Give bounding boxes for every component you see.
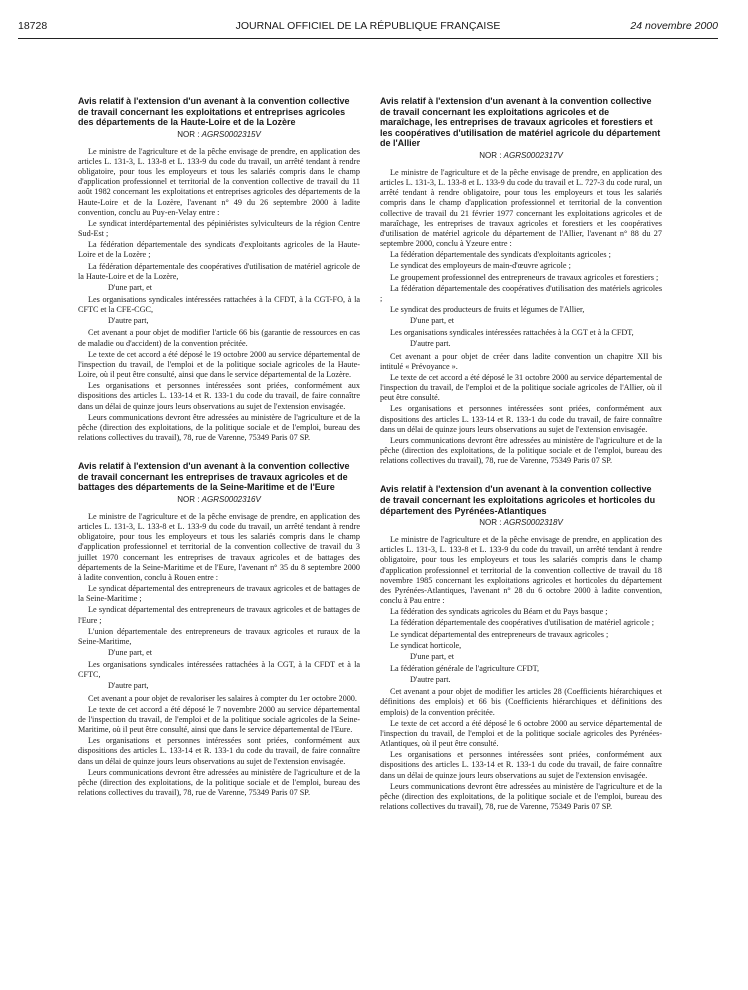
nor-reference [78, 495, 360, 504]
nor-code: AGRS0002318V [503, 518, 563, 528]
paragraph: Leurs communications devront être adressées au ministère de l'agriculture et de la pêche (direction des exploitations, de la politique sociale et de l'emploi, bureau des relations collectives du travail), 78, rue de Varenne, 75349 Paris 07 SP. [380, 781, 662, 812]
paragraph: Les organisations et personnes intéressées sont priées, conformément aux dispositions des articles L. 133-14 et R. 133-1 du code du travail, de faire connaître dans un délai de quinze jours leurs observations au sujet de l'extension envisagée. [380, 404, 662, 434]
paragraph: Le syndicat départemental des entrepreneurs de travaux agricoles ; [390, 629, 609, 639]
paragraph: Cet avenant a pour objet de créer dans ladite convention un chapitre XII bis intitulé « Prévoyance ». [380, 351, 662, 371]
paragraph: Le groupement professionnel des entrepreneurs de travaux agricoles et forestiers ; [390, 272, 659, 282]
paragraph: Le syndicat des employeurs de main-d'œuvre agricole ; [390, 261, 571, 271]
nor-reference [78, 130, 360, 139]
party-line: D'une part, et [108, 647, 152, 657]
nor-code: AGRS0002315V [201, 129, 261, 139]
notice [380, 484, 662, 812]
nor-reference [380, 518, 662, 527]
nor-label: NOR : [177, 494, 200, 504]
paragraph: Le syndicat des producteurs de fruits et légumes de l'Allier, [390, 305, 585, 314]
party-line: D'une part, et [410, 651, 454, 661]
paragraph: Cet avenant a pour objet de modifier l'article 66 bis (garantie de ressources en cas de maladie ou d'accident) de la convention précitée. [78, 328, 360, 348]
page-header [18, 20, 718, 39]
notice [78, 461, 360, 798]
paragraph: L'union départementale des entrepreneurs de travaux agricoles et ruraux de la Seine-Maritime, [78, 626, 360, 646]
paragraph: Leurs communications devront être adressées au ministère de l'agriculture et de la pêche (direction des exploitations, de la politique sociale et de l'emploi, bureau des relations collectives du travail), 78, rue de Varenne, 75349 Paris 07 SP. [78, 412, 360, 442]
paragraph: Le ministre de l'agriculture et de la pêche envisage de prendre, en application des articles L. 131-3, L. 133-8 et L. 133-9 du code du travail, un arrêté tendant à rendre obligatoire, pour tous les employeurs et tous les salariés compris dans le champ d'application professionnel et territorial de la convention collective de travail du 18 novembre 1985 concernant les exploitations agricoles et horticoles du département des Pyrénées-Atlantiques, l'avenant n° 28 du 6 octobre 2000 à ladite convention, conclu à Pau entre : [380, 535, 662, 606]
paragraph: Les organisations syndicales intéressées rattachées à la CGT, à la CFDT et à la CFTC, [78, 660, 360, 680]
paragraph: Le ministre de l'agriculture et de la pêche envisage de prendre, en application des articles L. 131-3, L. 133-8 et L. 133-9 du code du travail, un arrêté tendant à rendre obligatoire, pour tous les employeurs et tous les salariés compris dans le champ d'application professionnel et territorial de la convention collective de travail du 11 août 1982 concernant les exploitations et entreprises agricoles des départements de la Haute-Loire et de la Lozère, l'avenant n° 49 du 26 septembre 2000 à ladite convention, conclu au Puy-en-Velay entre : [78, 146, 360, 217]
nor-label: NOR : [177, 129, 200, 139]
paragraph: Le texte de cet accord a été déposé le 7 novembre 2000 au service départemental de l'inspection du travail, de l'emploi et de la politique sociale agricoles de la Seine-Maritime, où il peut être consulté, ainsi que dans le service départemental de l'Eure. [78, 704, 360, 735]
paragraph: La fédération générale de l'agriculture CFDT, [390, 664, 540, 673]
party-line: D'autre part, [108, 681, 149, 691]
paragraph: La fédération départementale des coopératives d'utilisation des matériels agricoles ; [380, 283, 662, 303]
paragraph: Les organisations et personnes intéressées sont priées, conformément aux dispositions des articles L. 133-14 et R. 133-1 du code du travail, de faire connaître dans un délai de quinze jours leurs observations au sujet de l'extension envisagée. [78, 736, 360, 766]
paragraph: La fédération départementale des syndicats d'exploitants agricoles de la Haute-Loire et de la Lozère ; [78, 240, 360, 260]
party-line: D'autre part. [410, 675, 451, 685]
paragraph: Les organisations syndicales intéressées rattachées à la CGT et à la CFDT, [390, 328, 634, 338]
paragraph: Les organisations et personnes intéressées sont priées, conformément aux dispositions des articles L. 133-14 et R. 133-1 du code du travail, de faire connaître dans un délai de quinze jours leurs observations au sujet de l'extension envisagée. [380, 750, 662, 780]
right-column [380, 96, 662, 830]
paragraph: Les organisations syndicales intéressées rattachées à la CFDT, à la CGT-FO, à la CFTC et la CFE-CGC, [78, 294, 360, 315]
paragraph: Le ministre de l'agriculture et de la pêche envisage de prendre, en application des articles L. 131-3, L. 133-8 et L. 133-9 du code du travail et L. 727-3 du code rural, un arrêté tendant à rendre obligatoire, pour tous les employeurs et tous les salariés compris dans le champ d'application professionnel et territorial de la convention collective de travail du 21 février 1977 concernant les exploitations agricoles et de maraîchage, les entreprises de travaux agricoles et forestiers et les coopératives d'utilisation de matériel agricole du département de l'Allier, l'avenant n° 88 du 27 septembre 2000, conclu à Yzeure entre : [380, 167, 662, 249]
paragraph: La fédération des syndicats agricoles du Béarn et du Pays basque ; [390, 607, 608, 617]
notice-title: Avis relatif à l'extension d'un avenant à la convention collective de travail concernant les exploitations agricoles et de maraîchage, les entreprises de travaux agricoles et forestiers et les coopératives d'utilisation de matériel agricole du département de l'Allier [380, 96, 661, 149]
notice-title: Avis relatif à l'extension d'un avenant à la convention collective de travail concernant les exploitations agricoles et horticoles du département des Pyrénées-Atlantiques [380, 484, 656, 516]
nor-label: NOR : [479, 150, 502, 160]
paragraph: Le texte de cet accord a été déposé le 6 octobre 2000 au service départemental de l'inspection du travail, de l'emploi et de la politique sociale agricoles des Pyrénées-Atlantiques, où il peut être consulté. [380, 718, 662, 749]
paragraph: Cet avenant a pour objet de revaloriser les salaires à compter du 1er octobre 2000. [88, 693, 357, 703]
paragraph: La fédération départementale des syndicats d'exploitants agricoles ; [390, 250, 611, 260]
nor-reference [380, 151, 662, 160]
party-line: D'autre part, [108, 316, 149, 326]
paragraph: La fédération départementale des coopératives d'utilisation de matériel agricole ; [390, 618, 655, 628]
page-number: 18728 [18, 20, 48, 32]
notice-title: Avis relatif à l'extension d'un avenant à la convention collective de travail concernant les exploitations et entreprises agricoles des départements de la Haute-Loire et de la Lozère [78, 96, 350, 128]
paragraph: Le texte de cet accord a été déposé le 19 octobre 2000 au service départemental de l'inspection du travail, de l'emploi et de la politique sociale agricoles de la Haute-Loire, où il peut être consulté, ainsi que dans le service départemental de la Lozère. [78, 349, 360, 380]
paragraph: Leurs communications devront être adressées au ministère de l'agriculture et de la pêche (direction des exploitations, de la politique sociale et de l'emploi, bureau des relations collectives du travail), 78, rue de Varenne, 75349 Paris 07 SP. [78, 767, 360, 797]
paragraph: Leurs communications devront être adressées au ministère de l'agriculture et de la pêche (direction des exploitations, de la politique sociale et de l'emploi, bureau des relations collectives du travail), 78, rue de Varenne, 75349 Paris 07 SP. [380, 435, 662, 466]
left-column [78, 96, 360, 816]
paragraph: Le syndicat départemental des entrepreneurs de travaux agricoles et de battages de l'Eure ; [78, 605, 360, 625]
paragraph: La fédération départementale des coopératives d'utilisation de matériel agricole de la Haute-Loire et de la Lozère, [78, 261, 360, 281]
paragraph: Le syndicat horticole, [390, 640, 462, 650]
paragraph: Le syndicat interdépartemental des pépiniéristes sylviculteurs de la région Centre Sud-Est ; [78, 218, 360, 239]
notice-title: Avis relatif à l'extension d'un avenant à la convention collective de travail concernant les entreprises de travaux agricoles et de battages des départements de la Seine-Maritime et de l'Eure [78, 461, 350, 493]
party-line: D'une part, et [108, 282, 152, 292]
paragraph: Le syndicat départemental des entrepreneurs de travaux agricoles et de battages de la Seine-Maritime ; [78, 584, 360, 604]
party-line: D'autre part. [410, 339, 451, 349]
nor-code: AGRS0002317V [503, 150, 563, 160]
paragraph: Cet avenant a pour objet de modifier les articles 28 (Coefficients hiérarchiques et définitions des emplois) et 66 bis (Coefficients hiérarchiques et définitions des emplois) de la convention précitée. [380, 687, 662, 717]
publication-date: 24 novembre 2000 [630, 20, 718, 32]
nor-code: AGRS0002316V [201, 494, 261, 504]
paragraph: Le texte de cet accord a été déposé le 31 octobre 2000 au service départemental de l'inspection du travail, de l'emploi et de la politique sociale agricoles de l'Allier, où il peut être consulté. [380, 372, 662, 403]
paragraph: Le ministre de l'agriculture et de la pêche envisage de prendre, en application des articles L. 131-3, L. 133-8 et L. 133-9 du code du travail, un arrêté tendant à rendre obligatoire, pour tous les employeurs et tous les salariés compris dans le champ d'application professionnel et territorial de la convention collective de travail du 3 juillet 1970 concernant les entreprises de travaux agricoles et de battages des départements de la Seine-Maritime et de l'Eure, l'avenant n° 35 du 8 septembre 2000 à ladite convention, conclu à Rouen entre : [78, 511, 360, 582]
party-line: D'une part, et [410, 316, 454, 326]
paragraph: Les organisations et personnes intéressées sont priées, conformément aux dispositions des articles L. 133-14 et R. 133-1 du code du travail, de faire connaître dans un délai de quinze jours leurs observations au sujet de l'extension envisagée. [78, 381, 360, 411]
nor-label: NOR : [479, 518, 502, 528]
notice [78, 96, 360, 443]
journal-title: JOURNAL OFFICIEL DE LA RÉPUBLIQUE FRANÇAISE [235, 20, 501, 32]
notice [380, 96, 662, 466]
